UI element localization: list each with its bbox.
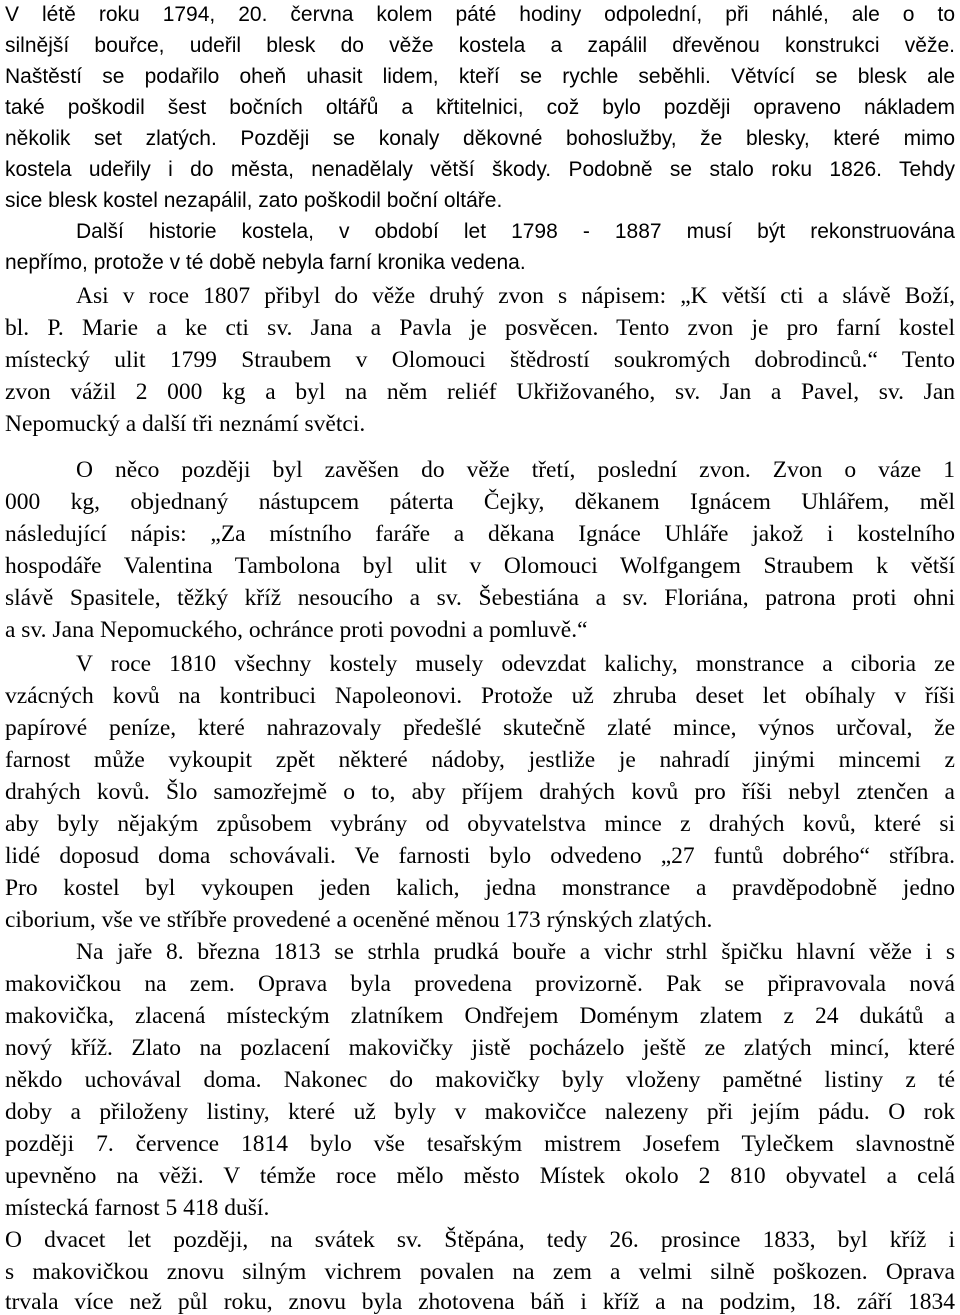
text-line: také poškodil šest bočních oltářů a křtitelnici, což bylo později opraveno nákladem	[5, 96, 955, 119]
text-line: V létě roku 1794, 20. června kolem páté hodiny odpolední, při náhlé, ale o to	[5, 3, 955, 26]
text-line: následující nápis: „Za místního faráře a děkana Ignáce Uhláře jakož i kostelního	[5, 521, 955, 547]
text-line: papírové peníze, které nahrazovaly předešlé skutečně zlaté mince, výnos určoval, že	[5, 715, 955, 741]
text-line: slávě Spasitele, těžký kříž nesoucího a sv. Šebestiána a sv. Floriána, patrona proti ohni	[5, 585, 955, 611]
text-line: aby byly nějakým způsobem vybrány od obyvatelstva mince z drahých kovů, které si	[5, 811, 955, 837]
text-line: nový kříž. Zlato na pozlacení makovičky jistě pocházelo ještě ze zlatých mincí, které	[5, 1035, 955, 1061]
text-line: nepřímo, protože v té době nebyla farní kronika vedena.	[5, 251, 526, 274]
text-line: později 7. července 1814 bylo vše tesařským mistrem Josefem Tylečkem slavnostně	[5, 1131, 955, 1157]
text-line: silnější bouřce, udeřil blesk do věže kostela a zapálil dřevěnou konstrukci věže.	[5, 34, 955, 57]
text-line: trvala více než půl roku, znovu byla zhotovena báň i kříž a na podzim, 18. září 1834	[5, 1289, 955, 1315]
text-line: Nepomucký a další tři neznámí světci.	[5, 411, 366, 437]
text-line: 000 kg, objednaný nástupcem páterta Čejky, děkanem Ignácem Uhlářem, měl	[5, 489, 955, 515]
text-line: kostela udeřily i do města, nenadělaly větší škody. Podobně se stalo roku 1826. Tehdy	[5, 158, 955, 181]
text-line: doby a přiloženy listiny, které už byly v makovičce nalezeny při jejím pádu. O rok	[5, 1099, 955, 1125]
text-line: drahých kovů. Šlo samozřejmě o to, aby příjem drahých kovů pro říši nebyl ztenčen a	[5, 779, 955, 805]
text-line: Na jaře 8. března 1813 se strhla prudká bouře a vichr strhl špičku hlavní věže i s	[76, 939, 955, 965]
text-line: někdo uchovával doma. Nakonec do makovičky byly vloženy pamětné listiny z té	[5, 1067, 955, 1093]
text-line: Pro kostel byl vykoupen jeden kalich, jedna monstrance a pravděpodobně jedno	[5, 875, 955, 901]
text-line: O dvacet let později, na svátek sv. Štěpána, tedy 26. prosince 1833, byl kříž i	[5, 1227, 955, 1253]
text-line: místecká farnost 5 418 duší.	[5, 1195, 270, 1221]
text-line: sice blesk kostel nezapálil, zato poškodil boční oltáře.	[5, 189, 503, 212]
text-line: farnost může vykoupit zpět některé nádoby, jestliže je nahradí jinými mincemi z	[5, 747, 955, 773]
text-line: O něco později byl zavěšen do věže třetí, poslední zvon. Zvon o váze 1	[76, 457, 955, 483]
text-line: několik set zlatých. Později se konaly děkovné bohoslužby, že blesky, které mimo	[5, 127, 955, 150]
text-line: makovička, zlacená místeckým zlatníkem Ondřejem Doménym zlatem z 24 dukátů a	[5, 1003, 955, 1029]
text-line: místecký ulit 1799 Straubem v Olomouci štědrostí soukromých dobrodinců.“ Tento	[5, 347, 955, 373]
text-line: upevněno na věži. V témže roce mělo město Místek okolo 2 810 obyvatel a celá	[5, 1163, 955, 1189]
text-line: zvon vážil 2 000 kg a byl na něm reliéf Ukřižovaného, sv. Jan a Pavel, sv. Jan	[5, 379, 955, 405]
text-line: hospodáře Valentina Tambolona byl ulit v Olomouci Wolfgangem Straubem k větší	[5, 553, 955, 579]
text-line: Naštěstí se podařilo oheň uhasit lidem, kteří se rychle seběhli. Větvící se blesk ale	[5, 65, 955, 88]
text-line: vzácných kovů na kontribuci Napoleonovi. Protože už zhruba deset let obíhaly v říši	[5, 683, 955, 709]
text-line: Další historie kostela, v období let 1798 - 1887 musí být rekonstruována	[76, 220, 955, 243]
text-line: a sv. Jana Nepomuckého, ochránce proti povodni a pomluvě.“	[5, 617, 588, 643]
text-line: bl. P. Marie a ke cti sv. Jana a Pavla je posvěcen. Tento zvon je pro farní kostel	[5, 315, 955, 341]
text-line: makovičkou na zem. Oprava byla provedena provizorně. Pak se připravovala nová	[5, 971, 955, 997]
text-line: lidé doposud doma schovávali. Ve farnosti bylo odvedeno „27 funtů dobrého“ stříbra.	[5, 843, 955, 869]
text-line: Asi v roce 1807 přibyl do věže druhý zvon s nápisem: „K větší cti a slávě Boží,	[76, 283, 955, 309]
text-line: ciborium, vše ve stříbře provedené a oceněné měnou 173 rýnských zlatých.	[5, 907, 713, 933]
text-line: V roce 1810 všechny kostely musely odevzdat kalichy, monstrance a ciboria ze	[76, 651, 955, 677]
text-line: s makovičkou znovu silným vichrem povalen na zem a velmi silně poškozen. Oprava	[5, 1259, 955, 1285]
